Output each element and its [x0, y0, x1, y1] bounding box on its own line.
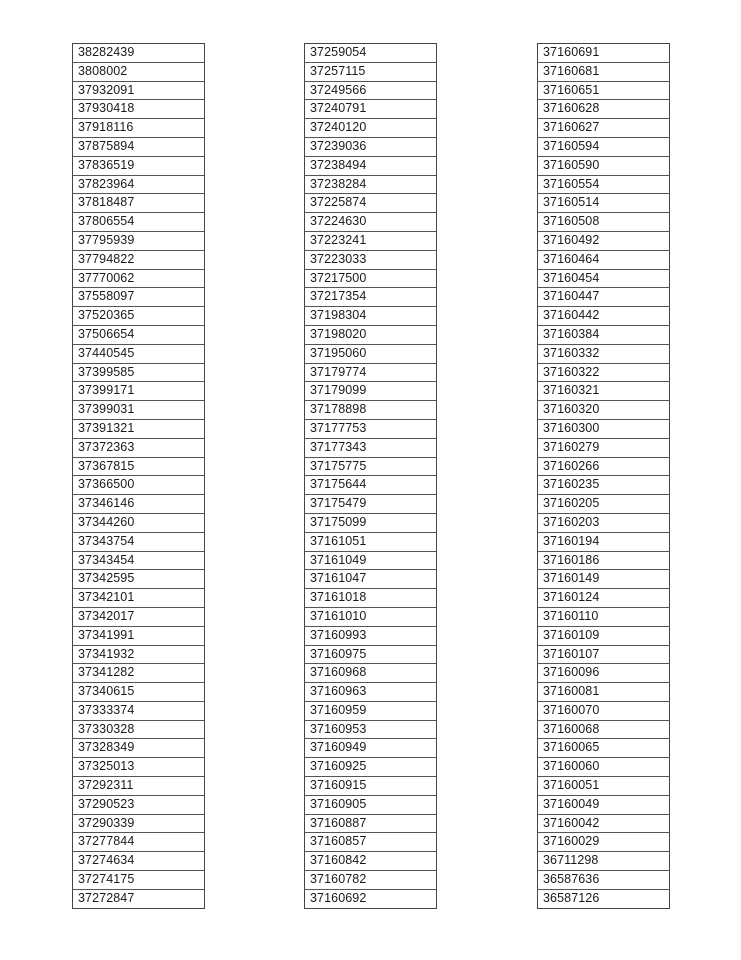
table-row: [73, 589, 205, 608]
table-row: [305, 589, 437, 608]
id-cell: 37160993: [305, 626, 437, 645]
table-row: [73, 814, 205, 833]
table-row: [73, 551, 205, 570]
table-row: [538, 551, 670, 570]
id-cell: 37342595: [73, 570, 205, 589]
table-row: [73, 626, 205, 645]
table-row: [305, 363, 437, 382]
table-row: [73, 344, 205, 363]
id-cell: 37259054: [310, 45, 367, 59]
id-cell: 37292311: [73, 777, 205, 796]
id-cell: 37806554: [73, 213, 205, 232]
table-row: [538, 269, 670, 288]
id-cell: 37160594: [538, 137, 670, 156]
table-row: [538, 701, 670, 720]
id-cell: 37341282: [73, 664, 205, 683]
table-row: [305, 532, 437, 551]
id-cell: 37342101: [73, 589, 205, 608]
table-row: [73, 363, 205, 382]
table-row: [538, 476, 670, 495]
table-row: [305, 777, 437, 796]
id-cell: 37217354: [305, 288, 437, 307]
id-cell: 37330328: [73, 720, 205, 739]
id-cell: 37249566: [305, 81, 437, 100]
table-row: [538, 570, 670, 589]
id-cell: 37160447: [538, 288, 670, 307]
id-cell: 37160110: [538, 607, 670, 626]
id-cell: 37160322: [538, 363, 670, 382]
id-cell: 37160070: [538, 701, 670, 720]
table-row: [73, 664, 205, 683]
table-row: [305, 476, 437, 495]
table-row: [538, 288, 670, 307]
id-cell: 37366500: [73, 476, 205, 495]
id-cell: 37367815: [73, 457, 205, 476]
table-row: [305, 833, 437, 852]
id-cell: 37160109: [538, 626, 670, 645]
table-row: [305, 683, 437, 702]
id-cell: 37160051: [538, 777, 670, 796]
table-row: [538, 81, 670, 100]
table-row: [538, 194, 670, 213]
id-cell: 37328349: [73, 739, 205, 758]
table-row: [305, 513, 437, 532]
id-cell: 37160321: [538, 382, 670, 401]
table-row: [73, 739, 205, 758]
id-cell: 37198020: [305, 325, 437, 344]
table-row: [73, 100, 205, 119]
id-cell: 37277844: [73, 833, 205, 852]
table-row: [538, 739, 670, 758]
table-row: [305, 100, 437, 119]
table-row: [73, 231, 205, 250]
table-row: [305, 344, 437, 363]
id-cell: 37179099: [305, 382, 437, 401]
id-cell: 37932091: [73, 81, 205, 100]
table-row: [305, 213, 437, 232]
id-cell: 37160096: [538, 664, 670, 683]
id-cell: 37344260: [73, 513, 205, 532]
id-cell: 37340615: [73, 683, 205, 702]
id-cell: 37161049: [305, 551, 437, 570]
table-row: [73, 683, 205, 702]
id-cell: 37160492: [538, 231, 670, 250]
id-table-column-1: [72, 43, 205, 909]
table-row: [73, 570, 205, 589]
id-cell: 37177343: [305, 438, 437, 457]
id-cell: 37770062: [73, 269, 205, 288]
table-row: [73, 401, 205, 420]
table-row: [305, 607, 437, 626]
id-cell: 37290339: [73, 814, 205, 833]
table-row: [305, 495, 437, 514]
id-cell: 37558097: [73, 288, 205, 307]
table-row: [305, 44, 437, 63]
table-row: [538, 457, 670, 476]
id-cell: 37240120: [305, 119, 437, 138]
table-row: [73, 871, 205, 890]
id-cell: 37160186: [538, 551, 670, 570]
id-cell: 37238494: [305, 156, 437, 175]
table-row: [538, 495, 670, 514]
id-cell: 37160590: [538, 156, 670, 175]
id-cell: 37160332: [538, 344, 670, 363]
id-cell: 37217500: [305, 269, 437, 288]
table-row: [73, 81, 205, 100]
table-row: [73, 701, 205, 720]
table-row: [73, 44, 205, 63]
id-cell: 37160464: [538, 250, 670, 269]
id-cell: 37238284: [305, 175, 437, 194]
id-cell: 37274634: [73, 852, 205, 871]
id-cell: 37290523: [73, 795, 205, 814]
id-cell: 3808002: [73, 62, 205, 81]
id-cell: 37177753: [305, 419, 437, 438]
id-cell: 37341991: [73, 626, 205, 645]
table-row: [305, 81, 437, 100]
id-cell: 37520365: [73, 307, 205, 326]
id-cell: 37179774: [305, 363, 437, 382]
id-cell: 37160968: [305, 664, 437, 683]
id-cell: 37178898: [305, 401, 437, 420]
id-cell: 37440545: [73, 344, 205, 363]
table-row: [538, 419, 670, 438]
id-table-column-2: [304, 43, 437, 909]
table-row: [538, 889, 670, 908]
table-row: [305, 382, 437, 401]
table-row: [538, 307, 670, 326]
id-cell: 37795939: [73, 231, 205, 250]
table-row: [73, 852, 205, 871]
table-row: [305, 419, 437, 438]
id-cell: 36587126: [538, 889, 670, 908]
id-cell: 37257115: [305, 62, 437, 81]
id-cell: 37342017: [73, 607, 205, 626]
id-table-column-3: [537, 43, 670, 909]
table-row: [538, 758, 670, 777]
id-cell: 38282439: [78, 45, 135, 59]
id-cell: 37160627: [538, 119, 670, 138]
id-cell: 37875894: [73, 137, 205, 156]
id-cell: 37160681: [538, 62, 670, 81]
table-row: [538, 363, 670, 382]
id-cell: 36711298: [538, 852, 670, 871]
id-cell: 37160279: [538, 438, 670, 457]
table-row: [538, 720, 670, 739]
id-cell: 37160975: [305, 645, 437, 664]
table-row: [305, 269, 437, 288]
table-row: [538, 156, 670, 175]
table-row: [538, 137, 670, 156]
table-row: [73, 457, 205, 476]
table-row: [538, 607, 670, 626]
table-row: [305, 325, 437, 344]
id-cell: 37175099: [305, 513, 437, 532]
table-row: [73, 119, 205, 138]
id-cell: 37836519: [73, 156, 205, 175]
table-row: [305, 871, 437, 890]
table-row: [305, 175, 437, 194]
id-cell: 37325013: [73, 758, 205, 777]
id-cell: 37160691: [543, 45, 600, 59]
id-cell: 37160508: [538, 213, 670, 232]
table-row: [538, 626, 670, 645]
id-cell: 37160782: [305, 871, 437, 890]
table-row: [305, 739, 437, 758]
table-row: [73, 137, 205, 156]
id-cell: 37160915: [305, 777, 437, 796]
table-row: [538, 119, 670, 138]
table-row: [73, 269, 205, 288]
table-row: [73, 607, 205, 626]
id-cell: 37274175: [73, 871, 205, 890]
id-cell: 37160963: [305, 683, 437, 702]
table-row: [73, 325, 205, 344]
table-row: [305, 852, 437, 871]
id-cell: 37930418: [73, 100, 205, 119]
id-cell: 37223033: [305, 250, 437, 269]
id-cell: 37160959: [305, 701, 437, 720]
id-cell: 37175479: [305, 495, 437, 514]
table-row: [73, 62, 205, 81]
table-row: [305, 720, 437, 739]
id-cell: 37161047: [305, 570, 437, 589]
id-cell: 37160651: [538, 81, 670, 100]
id-cell: 37794822: [73, 250, 205, 269]
id-cell: 37195060: [305, 344, 437, 363]
table-row: [538, 532, 670, 551]
id-cell: 37160060: [538, 758, 670, 777]
table-row: [73, 777, 205, 796]
id-cell: 37160107: [538, 645, 670, 664]
table-row: [305, 250, 437, 269]
table-row: [538, 589, 670, 608]
id-cell: 37399171: [73, 382, 205, 401]
id-cell: 37198304: [305, 307, 437, 326]
table-row: [305, 231, 437, 250]
table-row: [73, 795, 205, 814]
table-row: [73, 288, 205, 307]
id-cell: 37160554: [538, 175, 670, 194]
id-cell: 37160266: [538, 457, 670, 476]
id-cell: 37160029: [538, 833, 670, 852]
id-cell: 37160081: [538, 683, 670, 702]
table-row: [305, 758, 437, 777]
table-row: [73, 495, 205, 514]
id-cell: 37160857: [305, 833, 437, 852]
id-cell: 37160042: [538, 814, 670, 833]
id-cell: 36587636: [538, 871, 670, 890]
table-row: [305, 401, 437, 420]
table-row: [538, 325, 670, 344]
table-row: [305, 457, 437, 476]
table-row: [538, 645, 670, 664]
table-row: [305, 626, 437, 645]
table-row: [73, 213, 205, 232]
table-row: [73, 307, 205, 326]
table-row: [73, 250, 205, 269]
table-row: [73, 720, 205, 739]
table-row: [538, 344, 670, 363]
table-row: [305, 156, 437, 175]
id-cell: 37160065: [538, 739, 670, 758]
table-row: [73, 438, 205, 457]
id-cell: 37160692: [305, 889, 437, 908]
id-cell: 37343454: [73, 551, 205, 570]
id-cell: 37160149: [538, 570, 670, 589]
id-cell: 37506654: [73, 325, 205, 344]
table-row: [73, 513, 205, 532]
id-cell: 37272847: [73, 889, 205, 908]
id-cell: 37341932: [73, 645, 205, 664]
table-row: [538, 175, 670, 194]
id-cell: 37160049: [538, 795, 670, 814]
table-row: [538, 852, 670, 871]
table-row: [305, 889, 437, 908]
table-row: [305, 62, 437, 81]
table-row: [538, 62, 670, 81]
id-cell: 37160384: [538, 325, 670, 344]
id-cell: 37399585: [73, 363, 205, 382]
id-cell: 37160905: [305, 795, 437, 814]
table-row: [73, 833, 205, 852]
id-cell: 37343754: [73, 532, 205, 551]
id-cell: 37160887: [305, 814, 437, 833]
id-cell: 37160949: [305, 739, 437, 758]
id-cell: 37160454: [538, 269, 670, 288]
id-cell: 37918116: [73, 119, 205, 138]
table-row: [73, 382, 205, 401]
id-cell: 37160235: [538, 476, 670, 495]
id-cell: 37160842: [305, 852, 437, 871]
id-cell: 37818487: [73, 194, 205, 213]
id-cell: 37160203: [538, 513, 670, 532]
id-cell: 37346146: [73, 495, 205, 514]
table-row: [73, 532, 205, 551]
table-row: [538, 871, 670, 890]
id-cell: 37160205: [538, 495, 670, 514]
id-cell: 37175775: [305, 457, 437, 476]
id-cell: 37175644: [305, 476, 437, 495]
id-cell: 37160628: [538, 100, 670, 119]
table-row: [305, 119, 437, 138]
table-row: [538, 814, 670, 833]
id-cell: 37160300: [538, 419, 670, 438]
id-cell: 37160442: [538, 307, 670, 326]
table-row: [538, 401, 670, 420]
id-cell: 37224630: [305, 213, 437, 232]
table-row: [538, 777, 670, 796]
table-row: [73, 645, 205, 664]
table-row: [538, 100, 670, 119]
table-row: [538, 683, 670, 702]
table-row: [73, 889, 205, 908]
id-cell: 37161010: [305, 607, 437, 626]
table-row: [305, 137, 437, 156]
table-row: [305, 701, 437, 720]
table-row: [73, 175, 205, 194]
id-cell: 37225874: [305, 194, 437, 213]
table-row: [538, 438, 670, 457]
table-row: [538, 213, 670, 232]
table-row: [73, 476, 205, 495]
id-cell: 37160124: [538, 589, 670, 608]
id-cell: 37239036: [305, 137, 437, 156]
table-row: [305, 795, 437, 814]
id-cell: 37333374: [73, 701, 205, 720]
id-cell: 37160320: [538, 401, 670, 420]
table-row: [538, 833, 670, 852]
table-row: [538, 795, 670, 814]
id-cell: 37391321: [73, 419, 205, 438]
id-cell: 37160925: [305, 758, 437, 777]
table-row: [73, 194, 205, 213]
id-cell: 37160514: [538, 194, 670, 213]
id-cell: 37160953: [305, 720, 437, 739]
id-cell: 37372363: [73, 438, 205, 457]
id-cell: 37161018: [305, 589, 437, 608]
id-cell: 37240791: [305, 100, 437, 119]
table-row: [73, 156, 205, 175]
table-row: [538, 44, 670, 63]
table-row: [305, 438, 437, 457]
table-row: [73, 758, 205, 777]
id-cell: 37160194: [538, 532, 670, 551]
table-row: [538, 664, 670, 683]
table-row: [305, 194, 437, 213]
id-cell: 37160068: [538, 720, 670, 739]
id-cell: 37161051: [305, 532, 437, 551]
id-cell: 37223241: [305, 231, 437, 250]
id-cell: 37823964: [73, 175, 205, 194]
table-row: [538, 382, 670, 401]
table-row: [305, 814, 437, 833]
table-row: [305, 288, 437, 307]
table-row: [305, 570, 437, 589]
table-row: [73, 419, 205, 438]
table-row: [538, 231, 670, 250]
table-row: [305, 307, 437, 326]
table-row: [305, 645, 437, 664]
table-row: [538, 513, 670, 532]
table-row: [305, 551, 437, 570]
id-cell: 37399031: [73, 401, 205, 420]
table-row: [538, 250, 670, 269]
table-row: [305, 664, 437, 683]
